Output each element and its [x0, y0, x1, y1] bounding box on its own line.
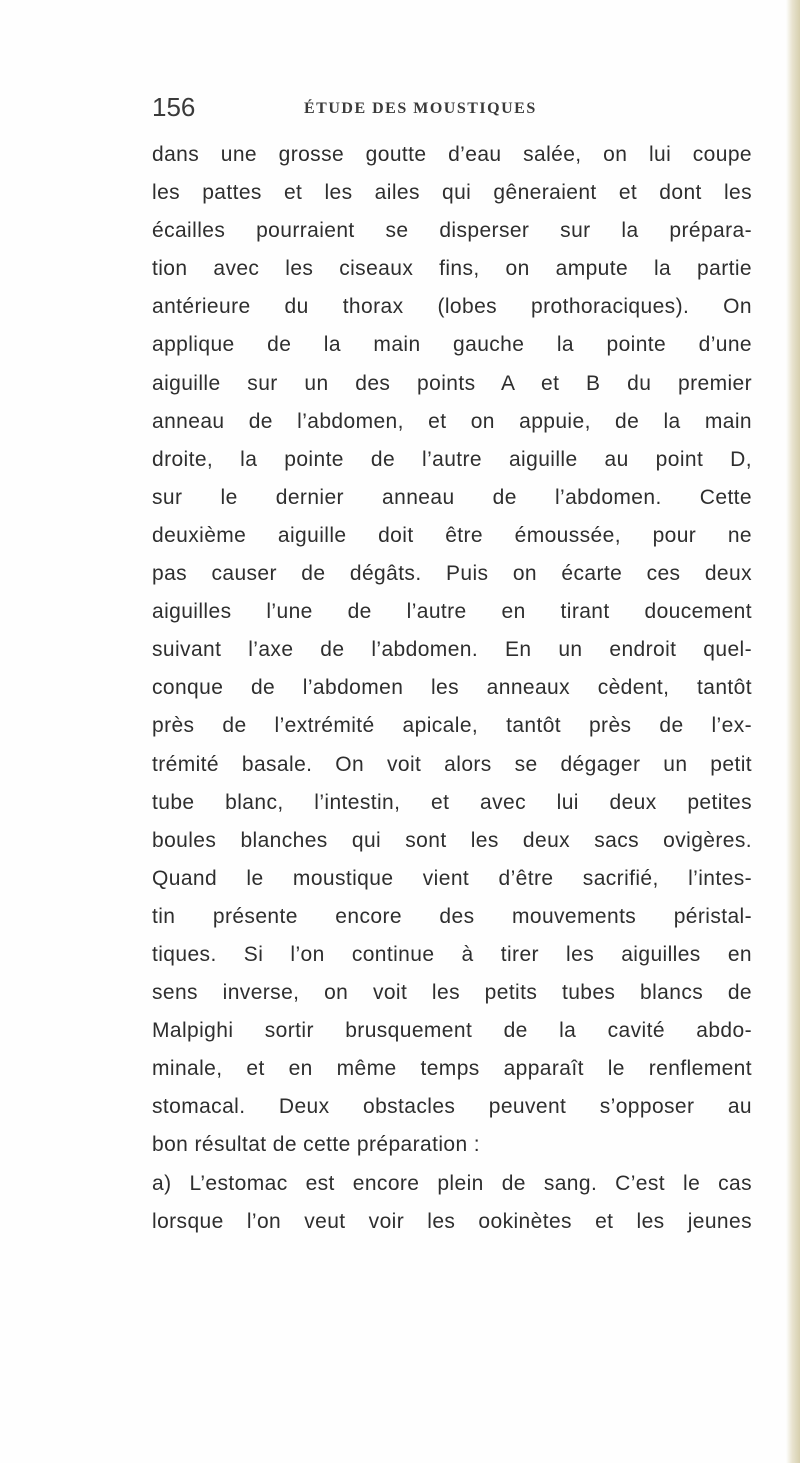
running-title: ÉTUDE DES MOUSTIQUES — [304, 100, 537, 117]
text-line: pas causer de dégâts. Puis on écarte ces deux — [152, 562, 752, 586]
text-line: a) L’estomac est encore plein de sang. C’est le cas — [152, 1171, 752, 1195]
text-line: Quand le moustique vient d’être sacrifié, l’intes- — [152, 866, 752, 890]
text-line: sur le dernier anneau de l’abdomen. Cette — [152, 485, 752, 509]
text-line: sens inverse, on voit les petits tubes blancs de — [152, 981, 752, 1005]
text-line: écailles pourraient se disperser sur la prépara- — [152, 219, 752, 243]
page-edge-shadow — [786, 0, 800, 1463]
text-line: minale, et en même temps apparaît le renflement — [152, 1057, 752, 1081]
text-line: les pattes et les ailes qui gêneraient et dont les — [152, 181, 752, 205]
text-line: aiguille sur un des points A et B du premier — [152, 371, 752, 395]
text-line: trémité basale. On voit alors se dégager un petit — [152, 752, 752, 776]
text-line: antérieure du thorax (lobes prothoraciques). On — [152, 295, 752, 319]
text-line: tube blanc, l’intestin, et avec lui deux petites — [152, 790, 752, 814]
text-line: deuxième aiguille doit être émoussée, pour ne — [152, 523, 752, 547]
text-line: droite, la pointe de l’autre aiguille au point D, — [152, 447, 752, 471]
text-line: stomacal. Deux obstacles peuvent s’opposer au — [152, 1095, 752, 1119]
text-line: dans une grosse goutte d’eau salée, on lui coupe — [152, 143, 752, 166]
text-line: tion avec les ciseaux fins, on ampute la partie — [152, 257, 752, 281]
running-head — [152, 92, 752, 132]
text-line: boules blanches qui sont les deux sacs ovigères. — [152, 828, 752, 852]
text-line: conque de l’abdomen les anneaux cèdent, tantôt — [152, 676, 752, 700]
text-line: près de l’extrémité apicale, tantôt près de l’ex- — [152, 714, 752, 738]
text-line: tiques. Si l’on continue à tirer les aiguilles en — [152, 942, 752, 966]
text-line: anneau de l’abdomen, et on appuie, de la main — [152, 409, 752, 433]
text-line: suivant l’axe de l’abdomen. En un endroit quel- — [152, 638, 752, 662]
text-line: lorsque l’on veut voir les ookinètes et les jeunes — [152, 1209, 752, 1233]
body-text — [152, 136, 752, 1241]
text-line: tin présente encore des mouvements péristal- — [152, 904, 752, 928]
text-line: applique de la main gauche la pointe d’une — [152, 333, 752, 357]
text-line: aiguilles l’une de l’autre en tirant doucement — [152, 600, 752, 624]
page-number: 156 — [152, 92, 196, 122]
text-line: Malpighi sortir brusquement de la cavité abdo- — [152, 1019, 752, 1043]
text-line: bon résultat de cette préparation : — [152, 1133, 481, 1157]
